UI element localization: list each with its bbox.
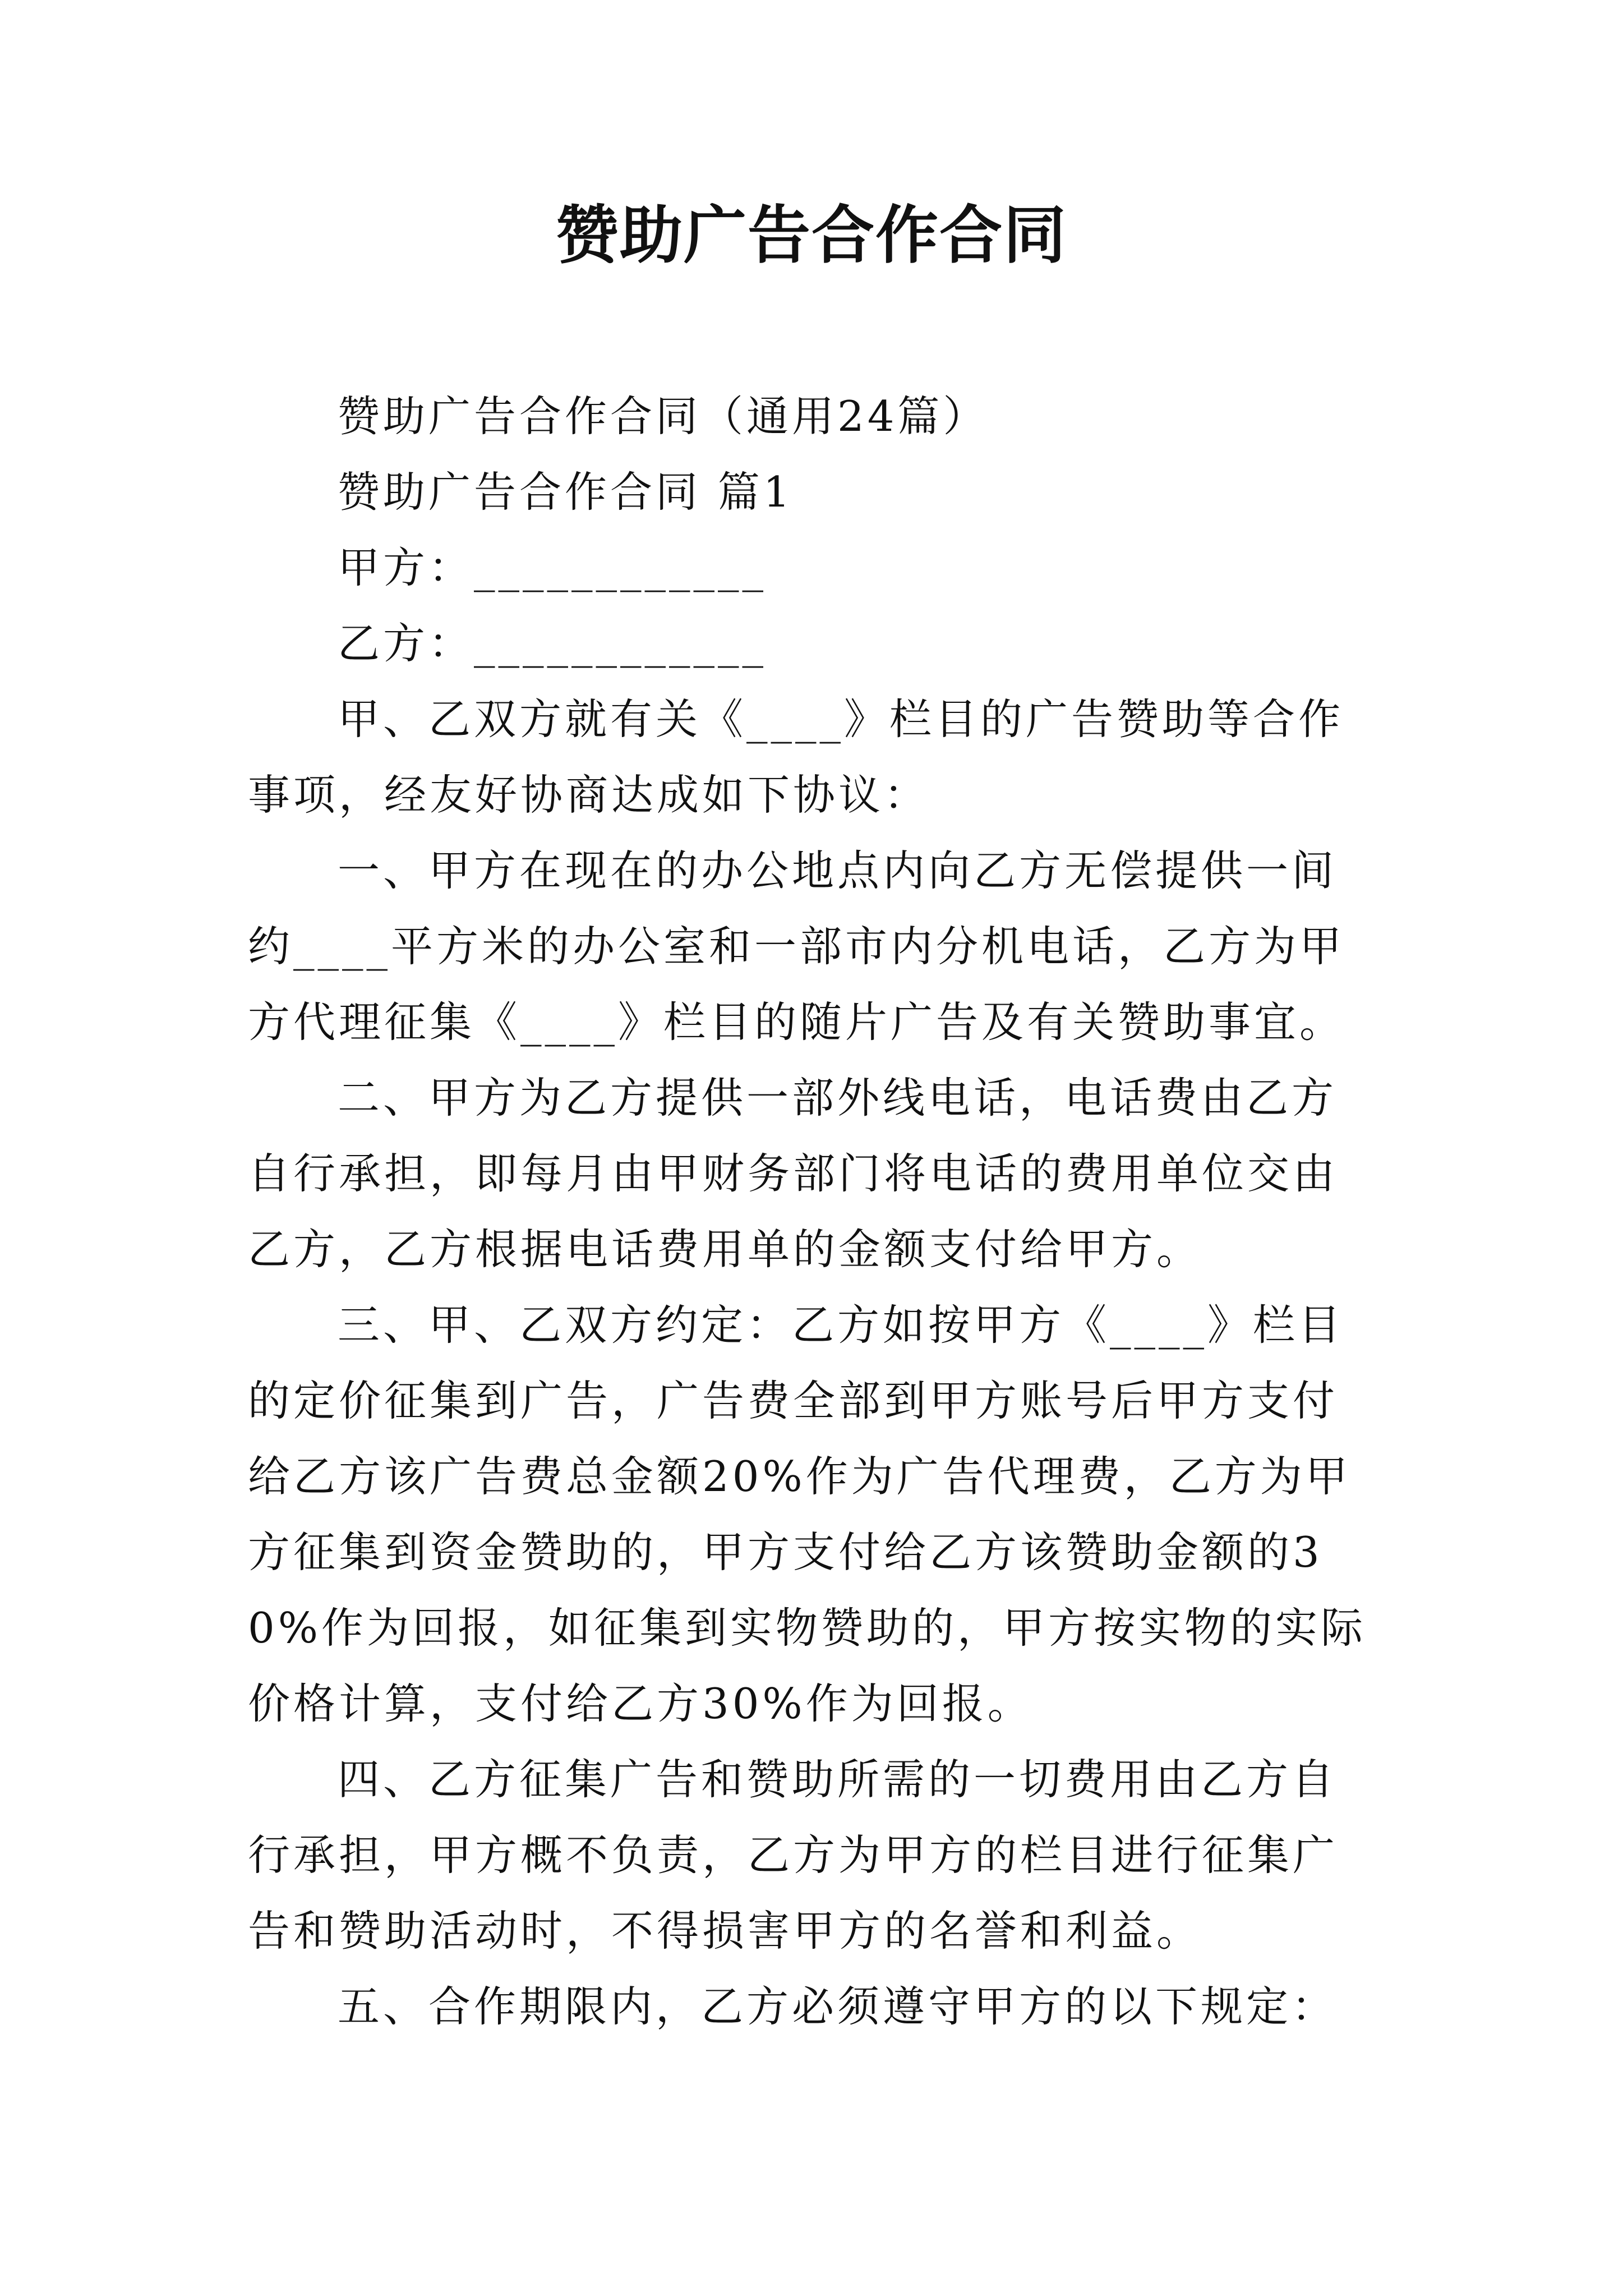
document-title: 赞助广告合作合同 xyxy=(556,199,1067,272)
paragraph-section-heading: 赞助广告合作合同 篇1 xyxy=(338,467,794,517)
paragraph-clause-3: 三、甲、乙双方约定：乙方如按甲方《____》栏目的定价征集到广告，广告费全部到甲方账号后甲方支付给乙方该广告费总金额20%作为广告代理费，乙方为甲方征集到资金赞助的，甲方支付给乙方该赞助金额的30%作为回报，如征集到实物赞助的，甲方按实物的实际价格计算，支付给乙方30%作为回报。 xyxy=(248,1300,1366,1728)
paragraph-clause-2: 二、甲方为乙方提供一部外线电话，电话费由乙方自行承担，即每月由甲财务部门将电话的费用单位交由乙方，乙方根据电话费用单的金额支付给甲方。 xyxy=(248,1073,1339,1274)
document-body xyxy=(248,379,1381,2045)
paragraph-clause-1: 一、甲方在现在的办公地点内向乙方无偿提供一间约____平方米的办公室和一部市内分机电话，乙方为甲方代理征集《____》栏目的随片广告及有关赞助事宜。 xyxy=(248,846,1345,1047)
paragraph-party-b: 乙方：____________ xyxy=(338,619,767,668)
paragraph-party-a: 甲方：____________ xyxy=(338,543,767,592)
paragraph-subtitle: 赞助广告合作合同（通用24篇） xyxy=(338,392,989,441)
paragraph-clause-5: 五、合作期限内，乙方必须遵守甲方的以下规定： xyxy=(338,1982,1338,2031)
paragraph-intro: 甲、乙双方就有关《____》栏目的广告赞助等合作事项，经友好协商达成如下协议： xyxy=(248,694,1344,820)
paragraph-clause-4: 四、乙方征集广告和赞助所需的一切费用由乙方自行承担，甲方概不负责，乙方为甲方的栏目进行征集广告和赞助活动时，不得损害甲方的名誉和利益。 xyxy=(248,1755,1339,1955)
